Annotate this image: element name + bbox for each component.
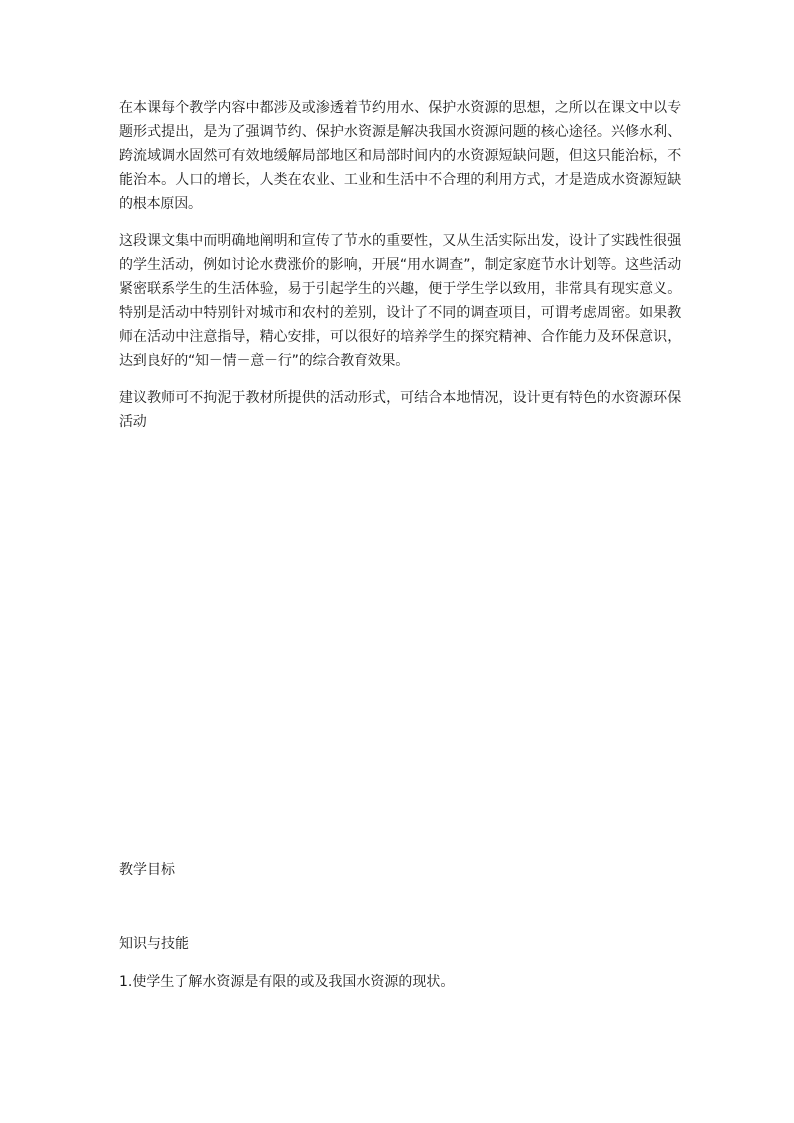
- paragraph-student-activities: 这段课文集中而明确地阐明和宣传了节水的重要性，又从生活实际出发，设计了实践性很强的学生活动，例如讨论水费涨价的影响，开展“用水调查”，制定家庭节水计划等。这些活动紧密联系学生的生活体验，易于引起学生的兴趣，便于学生学以致用，非常具有现实意义。特别是活动中特别针对城市和农村的差别，设计了不同的调查项目，可谓考虑周密。如果教师在活动中注意指导，精心安排，可以很好的培养学生的探究精神、合作能力及环保意识，达到良好的“知－情－意－行”的综合教育效果。: [119, 233, 681, 369]
- paragraph-water-conservation-intro: 在本课每个教学内容中都涉及或渗透着节约用水、保护水资源的思想，之所以在课文中以专题形式提出，是为了强调节约、保护水资源是解决我国水资源问题的核心途径。兴修水利、跨流域调水固然可有效地缓解局部地区和局部时间内的水资源短缺问题，但这只能治标，不能治本。人口的增长，人类在农业、工业和生活中不合理的利用方式，才是造成水资源短缺的根本原因。: [119, 100, 681, 212]
- section-title-teaching-objectives: 教学目标: [119, 862, 175, 878]
- paragraph-teacher-suggestion: 建议教师可不拘泥于教材所提供的活动形式，可结合本地情况，设计更有特色的水资源环保活动: [119, 390, 681, 430]
- list-item: 1.使学生了解水资源是有限的或及我国水资源的现状。: [119, 974, 455, 990]
- subsection-title-knowledge-skills: 知识与技能: [119, 936, 189, 952]
